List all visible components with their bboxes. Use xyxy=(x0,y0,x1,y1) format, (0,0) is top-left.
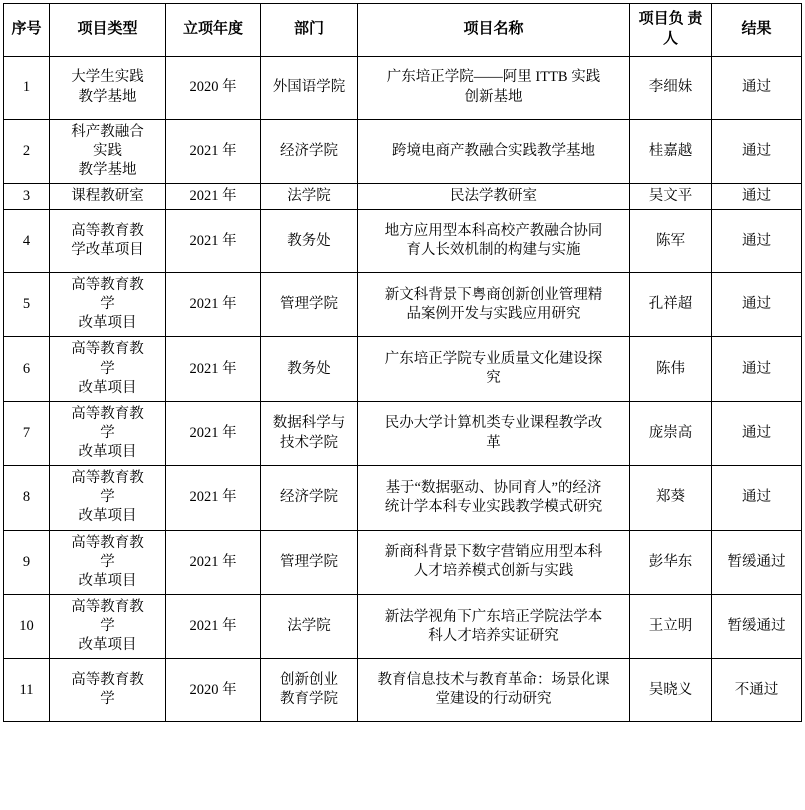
cell-owner: 陈军 xyxy=(630,210,712,273)
type-line: 高等教育教 xyxy=(71,470,144,487)
dept-line: 外国语学院 xyxy=(272,79,346,96)
type-line: 学 xyxy=(100,424,115,441)
type-line: 改革项目 xyxy=(78,572,137,589)
cell-department xyxy=(261,183,358,209)
name-line: 地方应用型本科高校产教融合协同 xyxy=(384,222,603,239)
type-line: 高等教育教 xyxy=(71,405,144,422)
cell-result: 不通过 xyxy=(712,659,802,722)
cell-owner: 吴文平 xyxy=(630,183,712,209)
cell-owner: 彭华东 xyxy=(630,530,712,594)
cell-owner: 郑葵 xyxy=(630,466,712,530)
cell-department xyxy=(261,337,358,401)
type-line: 学 xyxy=(100,296,115,313)
cell-project-name xyxy=(358,337,630,401)
type-line: 学 xyxy=(100,691,115,708)
table-row xyxy=(4,530,802,594)
type-line: 改革项目 xyxy=(78,315,137,332)
cell-year: 2021 年 xyxy=(166,210,261,273)
cell-project-type xyxy=(50,56,166,119)
cell-project-name xyxy=(358,659,630,722)
header-owner-line1: 项目负 xyxy=(638,11,684,27)
cell-department xyxy=(261,530,358,594)
header-year: 立项年度 xyxy=(166,4,261,57)
cell-owner: 桂嘉越 xyxy=(630,119,712,183)
header-no: 序号 xyxy=(4,4,50,57)
cell-owner: 陈伟 xyxy=(630,337,712,401)
table-body xyxy=(4,56,802,722)
table-row xyxy=(4,337,802,401)
cell-project-type xyxy=(50,466,166,530)
cell-department xyxy=(261,119,358,183)
table-row xyxy=(4,210,802,273)
header-owner xyxy=(630,4,712,57)
name-line: 品案例开发与实践应用研究 xyxy=(406,305,581,322)
dept-line: 经济学院 xyxy=(280,489,338,506)
name-line: 教育信息技术与教育革命：场景化课 xyxy=(377,672,610,689)
dept-line: 经济学院 xyxy=(280,142,338,159)
type-line: 教学基地 xyxy=(78,88,137,105)
dept-line: 管理学院 xyxy=(280,553,338,570)
cell-owner: 庞崇高 xyxy=(630,401,712,465)
cell-project-name xyxy=(358,530,630,594)
cell-result: 暂缓通过 xyxy=(712,594,802,658)
cell-owner: 王立明 xyxy=(630,594,712,658)
cell-year: 2021 年 xyxy=(166,401,261,465)
name-line: 民办大学计算机类专业课程教学改 xyxy=(384,415,603,432)
cell-no: 4 xyxy=(4,210,50,273)
type-line: 高等教育教 xyxy=(71,341,144,358)
cell-no: 5 xyxy=(4,273,50,337)
cell-department xyxy=(261,594,358,658)
cell-year: 2020 年 xyxy=(166,56,261,119)
cell-owner: 李细妹 xyxy=(630,56,712,119)
type-line: 科产教融合 xyxy=(71,123,144,140)
cell-result: 通过 xyxy=(712,337,802,401)
cell-no: 11 xyxy=(4,659,50,722)
cell-project-name xyxy=(358,119,630,183)
cell-project-name xyxy=(358,183,630,209)
cell-no: 7 xyxy=(4,401,50,465)
cell-no: 9 xyxy=(4,530,50,594)
cell-year: 2021 年 xyxy=(166,466,261,530)
name-line: 广东培正学院专业质量文化建设探 xyxy=(384,351,603,368)
name-line: 科人才培养实证研究 xyxy=(428,627,559,644)
cell-year: 2021 年 xyxy=(166,530,261,594)
table-row xyxy=(4,594,802,658)
cell-year: 2020 年 xyxy=(166,659,261,722)
type-line: 高等教育教 xyxy=(71,598,144,615)
name-line: 育人长效机制的构建与实施 xyxy=(406,242,581,259)
type-line: 高等教育教 xyxy=(71,222,144,239)
cell-project-type xyxy=(50,530,166,594)
type-line: 改革项目 xyxy=(78,637,137,654)
cell-project-type xyxy=(50,401,166,465)
type-line: 学 xyxy=(100,553,115,570)
cell-result: 通过 xyxy=(712,466,802,530)
cell-result: 通过 xyxy=(712,183,802,209)
cell-result: 通过 xyxy=(712,210,802,273)
cell-department xyxy=(261,466,358,530)
cell-year: 2021 年 xyxy=(166,337,261,401)
cell-year: 2021 年 xyxy=(166,119,261,183)
name-line: 革 xyxy=(486,434,501,451)
cell-project-name xyxy=(358,56,630,119)
cell-result: 通过 xyxy=(712,56,802,119)
table-row xyxy=(4,659,802,722)
type-line: 学 xyxy=(100,489,115,506)
name-line: 跨境电商产教融合实践教学基地 xyxy=(392,142,595,159)
cell-owner: 吴晓义 xyxy=(630,659,712,722)
name-line: 新法学视角下广东培正学院法学本 xyxy=(384,608,603,625)
cell-result: 通过 xyxy=(712,273,802,337)
cell-department xyxy=(261,56,358,119)
cell-no: 8 xyxy=(4,466,50,530)
dept-line: 教务处 xyxy=(287,360,331,377)
dept-line: 创新创业 xyxy=(280,672,338,689)
table-row xyxy=(4,56,802,119)
type-line: 改革项目 xyxy=(78,508,137,525)
cell-no: 6 xyxy=(4,337,50,401)
name-line: 新文科背景下粤商创新创业管理精 xyxy=(384,286,603,303)
header-result: 结果 xyxy=(712,4,802,57)
dept-line: 法学院 xyxy=(287,618,331,635)
type-line: 改革项目 xyxy=(78,444,137,461)
cell-result: 暂缓通过 xyxy=(712,530,802,594)
dept-line: 法学院 xyxy=(287,187,331,204)
project-approval-table xyxy=(3,3,802,722)
cell-no: 10 xyxy=(4,594,50,658)
cell-no: 3 xyxy=(4,183,50,209)
cell-project-type xyxy=(50,210,166,273)
table-row xyxy=(4,119,802,183)
table-row xyxy=(4,466,802,530)
type-line: 学改革项目 xyxy=(71,242,144,259)
type-line: 学 xyxy=(100,618,115,635)
name-line: 究 xyxy=(486,370,501,387)
name-line: 基于“数据驱动、协同育人”的经济 xyxy=(385,479,602,496)
table-header-row xyxy=(4,4,802,57)
cell-year: 2021 年 xyxy=(166,273,261,337)
name-line: 创新基地 xyxy=(464,88,523,105)
type-line: 教学基地 xyxy=(78,161,137,178)
cell-project-type xyxy=(50,659,166,722)
cell-project-type xyxy=(50,183,166,209)
name-line: 人才培养模式创新与实践 xyxy=(413,563,574,580)
name-line: 民法学教研室 xyxy=(450,187,537,204)
cell-department xyxy=(261,659,358,722)
type-line: 高等教育教 xyxy=(71,534,144,551)
name-line: 堂建设的行动研究 xyxy=(435,691,552,708)
cell-year: 2021 年 xyxy=(166,594,261,658)
cell-department xyxy=(261,401,358,465)
type-line: 实践 xyxy=(93,142,122,159)
cell-project-type xyxy=(50,119,166,183)
cell-project-name xyxy=(358,466,630,530)
cell-project-name xyxy=(358,273,630,337)
cell-no: 2 xyxy=(4,119,50,183)
cell-project-type xyxy=(50,337,166,401)
cell-result: 通过 xyxy=(712,401,802,465)
dept-line: 教务处 xyxy=(287,232,331,249)
table-row xyxy=(4,273,802,337)
cell-project-type xyxy=(50,594,166,658)
type-line: 大学生实践 xyxy=(71,69,144,86)
type-line: 课程教研室 xyxy=(71,187,144,204)
cell-project-name xyxy=(358,210,630,273)
type-line: 改革项目 xyxy=(78,379,137,396)
header-type: 项目类型 xyxy=(50,4,166,57)
table-row xyxy=(4,401,802,465)
cell-owner: 孔祥超 xyxy=(630,273,712,337)
type-line: 学 xyxy=(100,360,115,377)
cell-project-name xyxy=(358,594,630,658)
cell-year: 2021 年 xyxy=(166,183,261,209)
cell-no: 1 xyxy=(4,56,50,119)
name-line: 新商科背景下数字营销应用型本科 xyxy=(384,544,603,561)
header-dept: 部门 xyxy=(261,4,358,57)
dept-line: 管理学院 xyxy=(280,296,338,313)
type-line: 高等教育教 xyxy=(71,672,144,689)
table-row xyxy=(4,183,802,209)
dept-line: 技术学院 xyxy=(280,434,338,451)
name-line: 统计学本科专业实践教学模式研究 xyxy=(384,498,603,515)
type-line: 高等教育教 xyxy=(71,277,144,294)
header-owner-line2: 责人 xyxy=(662,11,703,47)
cell-department xyxy=(261,210,358,273)
cell-project-name xyxy=(358,401,630,465)
header-project-name: 项目名称 xyxy=(358,4,630,57)
cell-department xyxy=(261,273,358,337)
cell-project-type xyxy=(50,273,166,337)
dept-line: 数据科学与 xyxy=(272,415,346,432)
dept-line: 教育学院 xyxy=(280,691,338,708)
name-line: 广东培正学院――阿里 ITTB 实践 xyxy=(386,69,601,86)
cell-result: 通过 xyxy=(712,119,802,183)
